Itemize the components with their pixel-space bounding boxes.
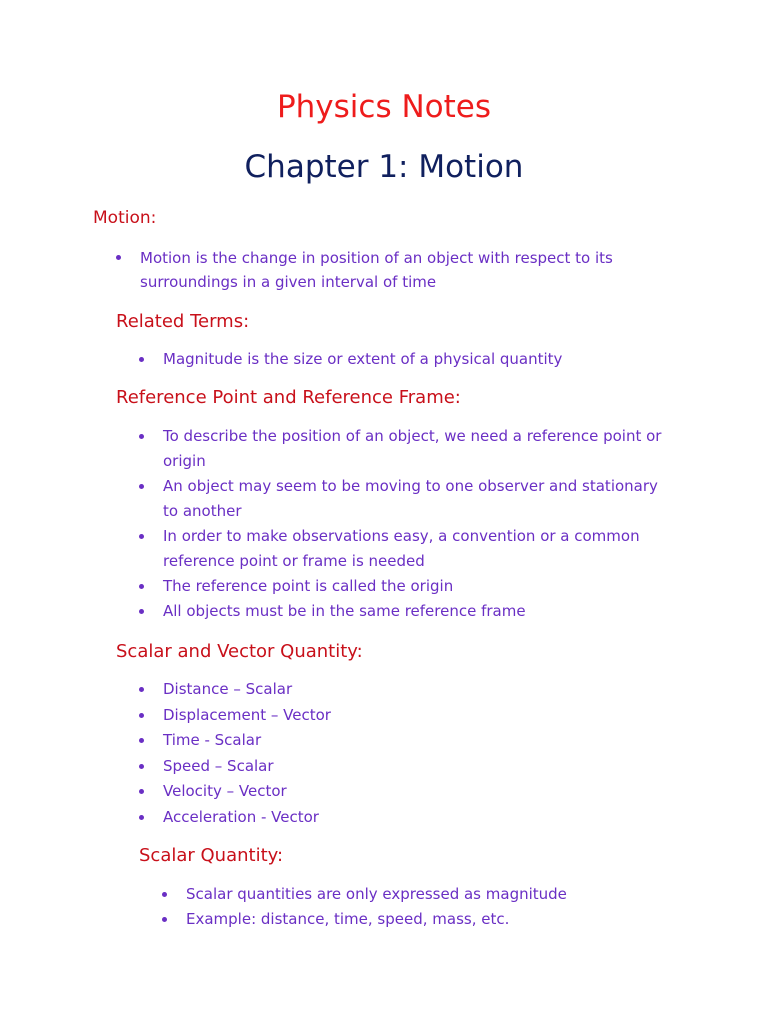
- bullet-list-reference: [139, 424, 674, 624]
- bullet-icon: [139, 789, 144, 794]
- bullet-icon: [162, 892, 167, 897]
- bullet-list-scalar-vector: [139, 677, 439, 830]
- section-heading-motion: Motion:: [93, 208, 157, 228]
- list-item: [139, 424, 674, 474]
- list-item-text: Speed – Scalar: [163, 756, 274, 775]
- list-item-text: Motion is the change in position of an object with respect to its surroundings in a given interval of time: [140, 249, 613, 291]
- list-item-text: An object may seem to be moving to one observer and stationary to another: [163, 477, 658, 520]
- list-item-text: Velocity – Vector: [163, 782, 287, 800]
- list-item: [139, 703, 439, 729]
- list-item: [139, 347, 659, 372]
- list-item-text: In order to make observations easy, a convention or a common reference point or frame is needed: [163, 527, 640, 570]
- bullet-icon: [116, 255, 121, 260]
- bullet-list-related-terms: [139, 347, 659, 372]
- bullet-icon: [139, 738, 144, 743]
- list-item-text: Acceleration - Vector: [163, 807, 319, 826]
- list-item-text: Displacement – Vector: [163, 705, 331, 724]
- list-item-text: The reference point is called the origin: [163, 577, 454, 595]
- bullet-icon: [139, 764, 144, 769]
- section-heading-reference: Reference Point and Reference Frame:: [116, 387, 461, 408]
- list-item-text: To describe the position of an object, we need a reference point or origin: [163, 427, 662, 470]
- list-item: [139, 728, 439, 754]
- bullet-icon: [139, 434, 144, 439]
- bullet-icon: [139, 687, 144, 692]
- list-item-text: All objects must be in the same reference frame: [163, 602, 526, 620]
- list-item-text: Scalar quantities are only expressed as magnitude: [186, 885, 567, 903]
- list-item-text: Distance – Scalar: [163, 680, 293, 698]
- bullet-list-scalar-quantity: [162, 882, 622, 932]
- bullet-icon: [139, 484, 144, 489]
- list-item: [162, 907, 622, 932]
- list-item-text: Magnitude is the size or extent of a physical quantity: [163, 350, 563, 368]
- list-item-text: Example: distance, time, speed, mass, etc.: [186, 910, 510, 928]
- list-item: [139, 677, 439, 703]
- bullet-icon: [139, 357, 144, 362]
- list-item-text: Time - Scalar: [163, 731, 262, 749]
- list-item: [162, 882, 622, 907]
- bullet-icon: [139, 584, 144, 589]
- list-item: [139, 754, 439, 780]
- list-item: [116, 246, 661, 294]
- list-item: [139, 524, 674, 574]
- bullet-icon: [139, 713, 144, 718]
- bullet-icon: [162, 917, 167, 922]
- chapter-title: Chapter 1: Motion: [244, 149, 524, 185]
- list-item: [139, 574, 674, 599]
- bullet-list-motion: [116, 246, 661, 294]
- page-title: Physics Notes: [276, 89, 492, 125]
- section-heading-scalar-vector: Scalar and Vector Quantity:: [116, 641, 363, 662]
- section-heading-related-terms: Related Terms:: [116, 311, 250, 332]
- list-item: [139, 474, 674, 524]
- bullet-icon: [139, 815, 144, 820]
- bullet-icon: [139, 609, 144, 614]
- list-item: [139, 805, 439, 831]
- section-heading-scalar-quantity: Scalar Quantity:: [139, 845, 284, 866]
- list-item: [139, 599, 674, 624]
- bullet-icon: [139, 534, 144, 539]
- list-item: [139, 779, 439, 805]
